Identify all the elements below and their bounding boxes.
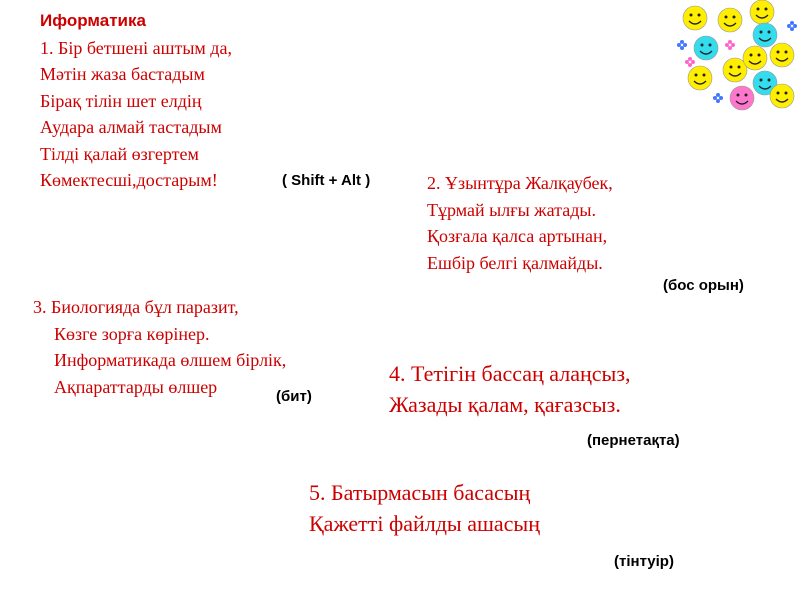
riddle-4-answer: (пернетақта) <box>587 432 680 449</box>
riddle-3-line-4: Ақпараттарды өлшер <box>54 376 218 397</box>
riddle-2-line-4: Ешбір белгі қалмайды. <box>427 252 603 273</box>
riddle-4 <box>389 358 631 420</box>
riddle-1-line-3: Бірақ тілін шет елдің <box>40 90 202 111</box>
riddle-1-line-2: Мәтін жаза бастадым <box>40 64 205 84</box>
riddle-2-line-1: 2. Ұзынтұра Жалқаубек, <box>427 173 613 193</box>
riddle-3 <box>33 294 286 400</box>
riddle-5-line-2: Қажетті файлды ашасың <box>309 511 540 536</box>
riddle-3-line-2: Көзге зорға көрінер. <box>54 323 210 344</box>
riddle-2-answer: (бос орын) <box>663 277 744 294</box>
riddle-5-answer: (тінтуір) <box>614 553 674 570</box>
riddle-2-line-3: Қозғала қалса артынан, <box>427 226 608 246</box>
riddle-title: Иформатика <box>40 11 146 30</box>
riddle-1-line-5: Тілді қалай өзгертем <box>40 143 199 164</box>
riddle-1-answer: ( Shift + Alt ) <box>282 172 371 189</box>
riddle-5-line-1: 5. Батырмасын басасың <box>309 480 531 505</box>
riddle-5 <box>309 477 540 539</box>
riddle-1-line-1: 1. Бір бетшені аштым да, <box>40 37 232 58</box>
riddle-2-line-2: Тұрмай ылғы жатады. <box>427 199 596 220</box>
riddle-4-line-2: Жазады қалам, қағазсыз. <box>389 392 621 417</box>
riddle-3-line-1: 3. Биологияда бұл паразит, <box>33 297 239 317</box>
riddle-4-line-1: 4. Тетігін бассаң алаңсыз, <box>389 361 631 386</box>
riddle-3-line-3: Информатикада өлшем бірлік, <box>54 350 287 370</box>
riddle-1-line-4: Аудара алмай тастадым <box>40 117 222 137</box>
riddle-1 <box>40 8 232 194</box>
smiley-faces-icon <box>670 0 800 120</box>
riddle-3-answer: (бит) <box>276 388 312 405</box>
riddle-2 <box>427 170 613 276</box>
riddle-1-line-6: Көмектесші,достарым! <box>40 170 218 190</box>
